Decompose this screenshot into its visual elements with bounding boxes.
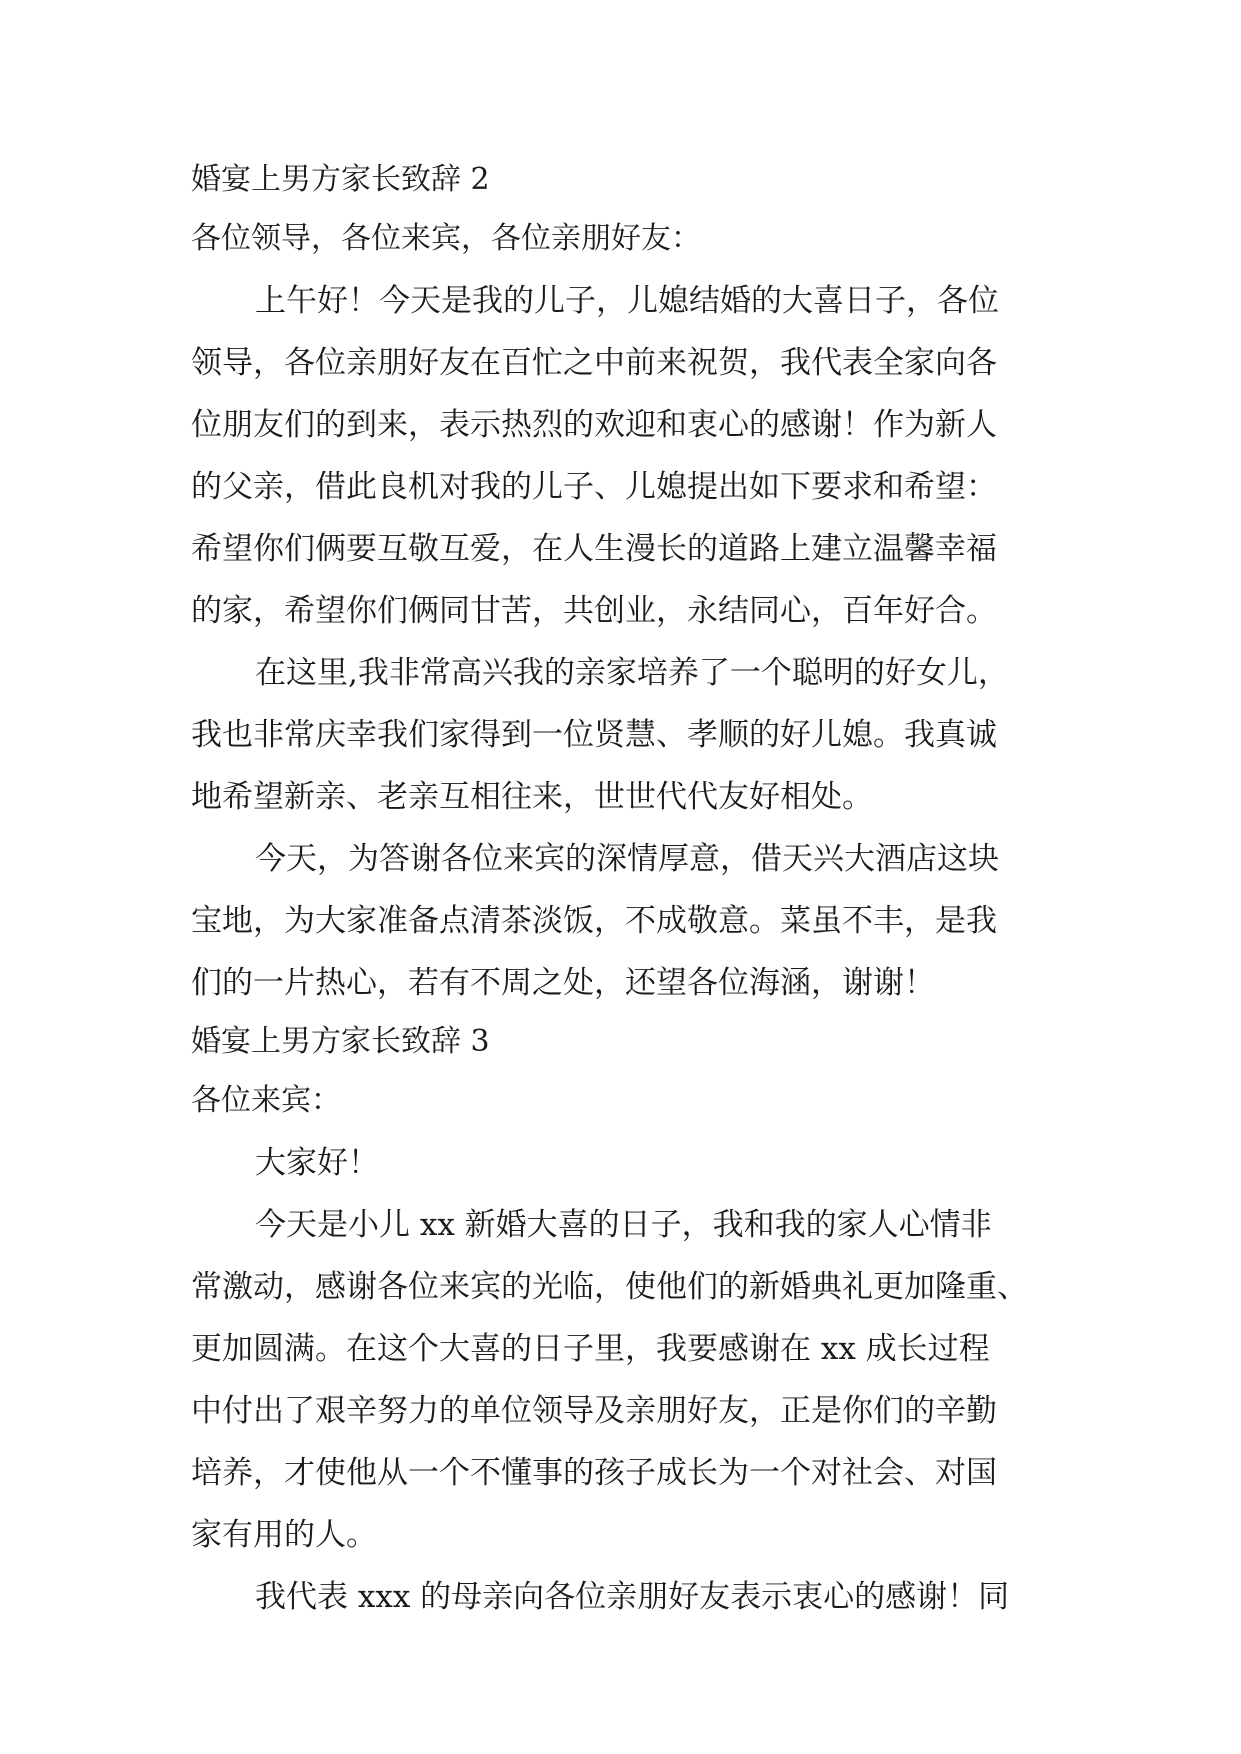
paragraph-line: 中付出了艰辛努力的单位领导及亲朋好友，正是你们的辛勤 bbox=[191, 1393, 997, 1429]
salutation: 各位来宾： bbox=[191, 1083, 341, 1118]
paragraph-line: 希望你们俩要互敬互爱，在人生漫长的道路上建立温馨幸福 bbox=[191, 531, 997, 567]
paragraph-line: 今天是小儿 xx 新婚大喜的日子，我和我的家人心情非 bbox=[255, 1207, 992, 1243]
paragraph-line: 我代表 xxx 的母亲向各位亲朋好友表示衷心的感谢！同 bbox=[255, 1579, 1010, 1615]
paragraph-line: 更加圆满。在这个大喜的日子里，我要感谢在 xx 成长过程 bbox=[191, 1331, 990, 1367]
paragraph-line: 们的一片热心，若有不周之处，还望各位海涵，谢谢！ bbox=[191, 965, 935, 1001]
paragraph-line: 家有用的人。 bbox=[191, 1517, 377, 1553]
paragraph-line: 上午好！今天是我的儿子，儿媳结婚的大喜日子，各位 bbox=[255, 283, 999, 319]
paragraph-line: 领导，各位亲朋好友在百忙之中前来祝贺，我代表全家向各 bbox=[191, 345, 997, 381]
salutation: 各位领导，各位来宾，各位亲朋好友： bbox=[191, 221, 701, 256]
paragraph-line: 地希望新亲、老亲互相往来，世世代代友好相处。 bbox=[191, 779, 873, 815]
paragraph-line: 我也非常庆幸我们家得到一位贤慧、孝顺的好儿媳。我真诚 bbox=[191, 717, 997, 753]
paragraph-line: 的父亲，借此良机对我的儿子、儿媳提出如下要求和希望： bbox=[191, 469, 997, 505]
section-heading: 婚宴上男方家长致辞 3 bbox=[191, 1024, 490, 1059]
section-heading: 婚宴上男方家长致辞 2 bbox=[191, 162, 490, 197]
paragraph-line: 常激动，感谢各位来宾的光临，使他们的新婚典礼更加隆重、 bbox=[191, 1269, 1028, 1305]
paragraph-line: 大家好！ bbox=[255, 1145, 379, 1181]
paragraph-line: 宝地，为大家准备点清茶淡饭，不成敬意。菜虽不丰，是我 bbox=[191, 903, 997, 939]
document-body bbox=[191, 152, 1063, 1628]
paragraph-line: 在这里,我非常高兴我的亲家培养了一个聪明的好女儿， bbox=[255, 655, 1009, 691]
paragraph-line: 的家，希望你们俩同甘苦，共创业，永结同心，百年好合。 bbox=[191, 593, 997, 629]
paragraph-line: 位朋友们的到来，表示热烈的欢迎和衷心的感谢！作为新人 bbox=[191, 407, 997, 443]
paragraph-line: 今天，为答谢各位来宾的深情厚意，借天兴大酒店这块 bbox=[255, 841, 999, 877]
paragraph-line: 培养，才使他从一个不懂事的孩子成长为一个对社会、对国 bbox=[191, 1455, 997, 1491]
